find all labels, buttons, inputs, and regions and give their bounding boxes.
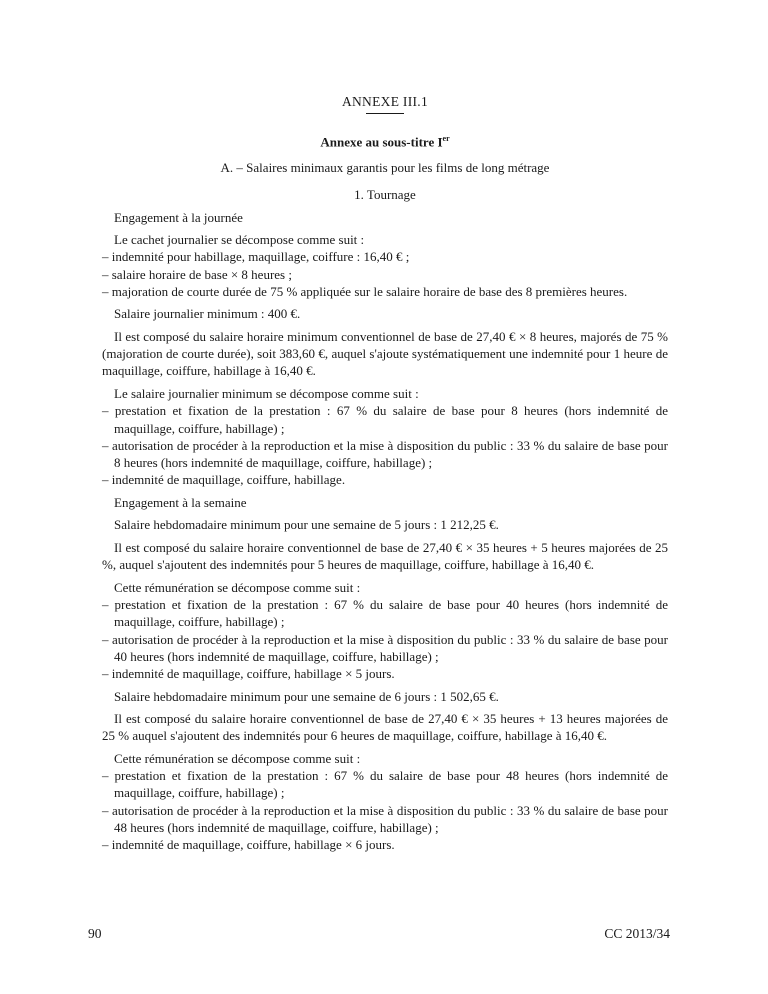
cinq-intro: Cette rémunération se décompose comme suit : [114,579,361,595]
subtitle-text: Annexe au sous-titre I [320,134,443,150]
body-text [102,209,668,854]
decompose-intro: Le salaire journalier minimum se décompose comme suit : [114,385,419,401]
cachet-intro: Le cachet journalier se décompose comme suit : [114,232,365,247]
cachet-list [102,248,668,300]
subtitle-superscript: er [442,134,450,143]
list-item: – autorisation de procéder à la reproduction et la mise à disposition du public : 33 % du salaire de base pour 48 heures (hors indemnité de maquillage, coiffure, habillage) ; [102,802,668,836]
journee-heading: Engagement à la journée [114,209,243,225]
list-item: – majoration de courte durée de 75 % appliquée sur le salaire horaire de base des 8 premières heures. [102,283,628,299]
decompose-list [102,402,668,488]
list-item: – indemnité pour habillage, maquillage, coiffure : 16,40 € ; [102,249,410,265]
document-reference: CC 2013/34 [604,926,670,941]
title-rule [366,113,404,114]
salaire-six-jours: Salaire hebdomadaire minimum pour une semaine de 6 jours : 1 502,65 €. [114,688,499,704]
document-page [102,94,668,854]
six-list [102,767,668,853]
section-heading: A. – Salaires minimaux garantis pour les films de long métrage [220,160,550,176]
salaire-journalier-minimum: Salaire journalier minimum : 400 €. [114,306,301,322]
paragraph: Il est composé du salaire horaire conventionnel de base de 27,40 € × 35 heures + 13 heures majorées de 25 % auquel s'ajoutent des indemnités pour 6 heures de maquillage, coiffure, habillage à 16,40 €. [102,711,668,744]
page-number: 90 [88,926,102,941]
subsection-heading: 1. Tournage [354,187,416,203]
paragraph: Il est composé du salaire horaire minimum conventionnel de base de 27,40 € × 8 heures, majorés de 75 % (majoration de courte durée), soit 383,60 €, auquel s'ajoute systématiquement une indemnité pour 1 heure de maquillage, coiffure, habillage à 16,40 €. [102,328,668,379]
list-item: – autorisation de procéder à la reproduction et la mise à disposition du public : 33 % du salaire de base pour 8 heures (hors indemnité de maquillage, coiffure, habillage) ; [102,437,668,471]
cinq-list [102,596,668,682]
subtitle [102,134,668,150]
list-item: – salaire horaire de base × 8 heures ; [102,266,292,282]
list-item: – indemnité de maquillage, coiffure, habillage. [102,472,346,488]
list-item: – prestation et fixation de la prestation : 67 % du salaire de base pour 8 heures (hors indemnité de maquillage, coiffure, habillage) ; [102,403,668,436]
six-intro: Cette rémunération se décompose comme suit : [114,750,361,766]
list-item: – prestation et fixation de la prestation : 67 % du salaire de base pour 40 heures (hors indemnité de maquillage, coiffure, habillage) ; [102,596,668,630]
semaine-heading: Engagement à la semaine [114,494,247,510]
salaire-cinq-jours: Salaire hebdomadaire minimum pour une semaine de 5 jours : 1 212,25 €. [114,517,499,533]
list-item: – indemnité de maquillage, coiffure, habillage × 5 jours. [102,666,395,682]
annex-header [102,94,668,114]
list-item: – prestation et fixation de la prestation : 67 % du salaire de base pour 48 heures (hors indemnité de maquillage, coiffure, habillage) ; [102,768,668,801]
paragraph: Il est composé du salaire horaire conventionnel de base de 27,40 € × 35 heures + 5 heures majorées de 25 %, auquel s'ajoutent des indemnités pour 5 heures de maquillage, coiffure, habillage à 16,40 €. [102,539,668,573]
list-item: – indemnité de maquillage, coiffure, habillage × 6 jours. [102,837,395,853]
list-item: – autorisation de procéder à la reproduction et la mise à disposition du public : 33 % du salaire de base pour 40 heures (hors indemnité de maquillage, coiffure, habillage) ; [102,631,668,664]
annex-title: ANNEXE III.1 [341,94,429,109]
